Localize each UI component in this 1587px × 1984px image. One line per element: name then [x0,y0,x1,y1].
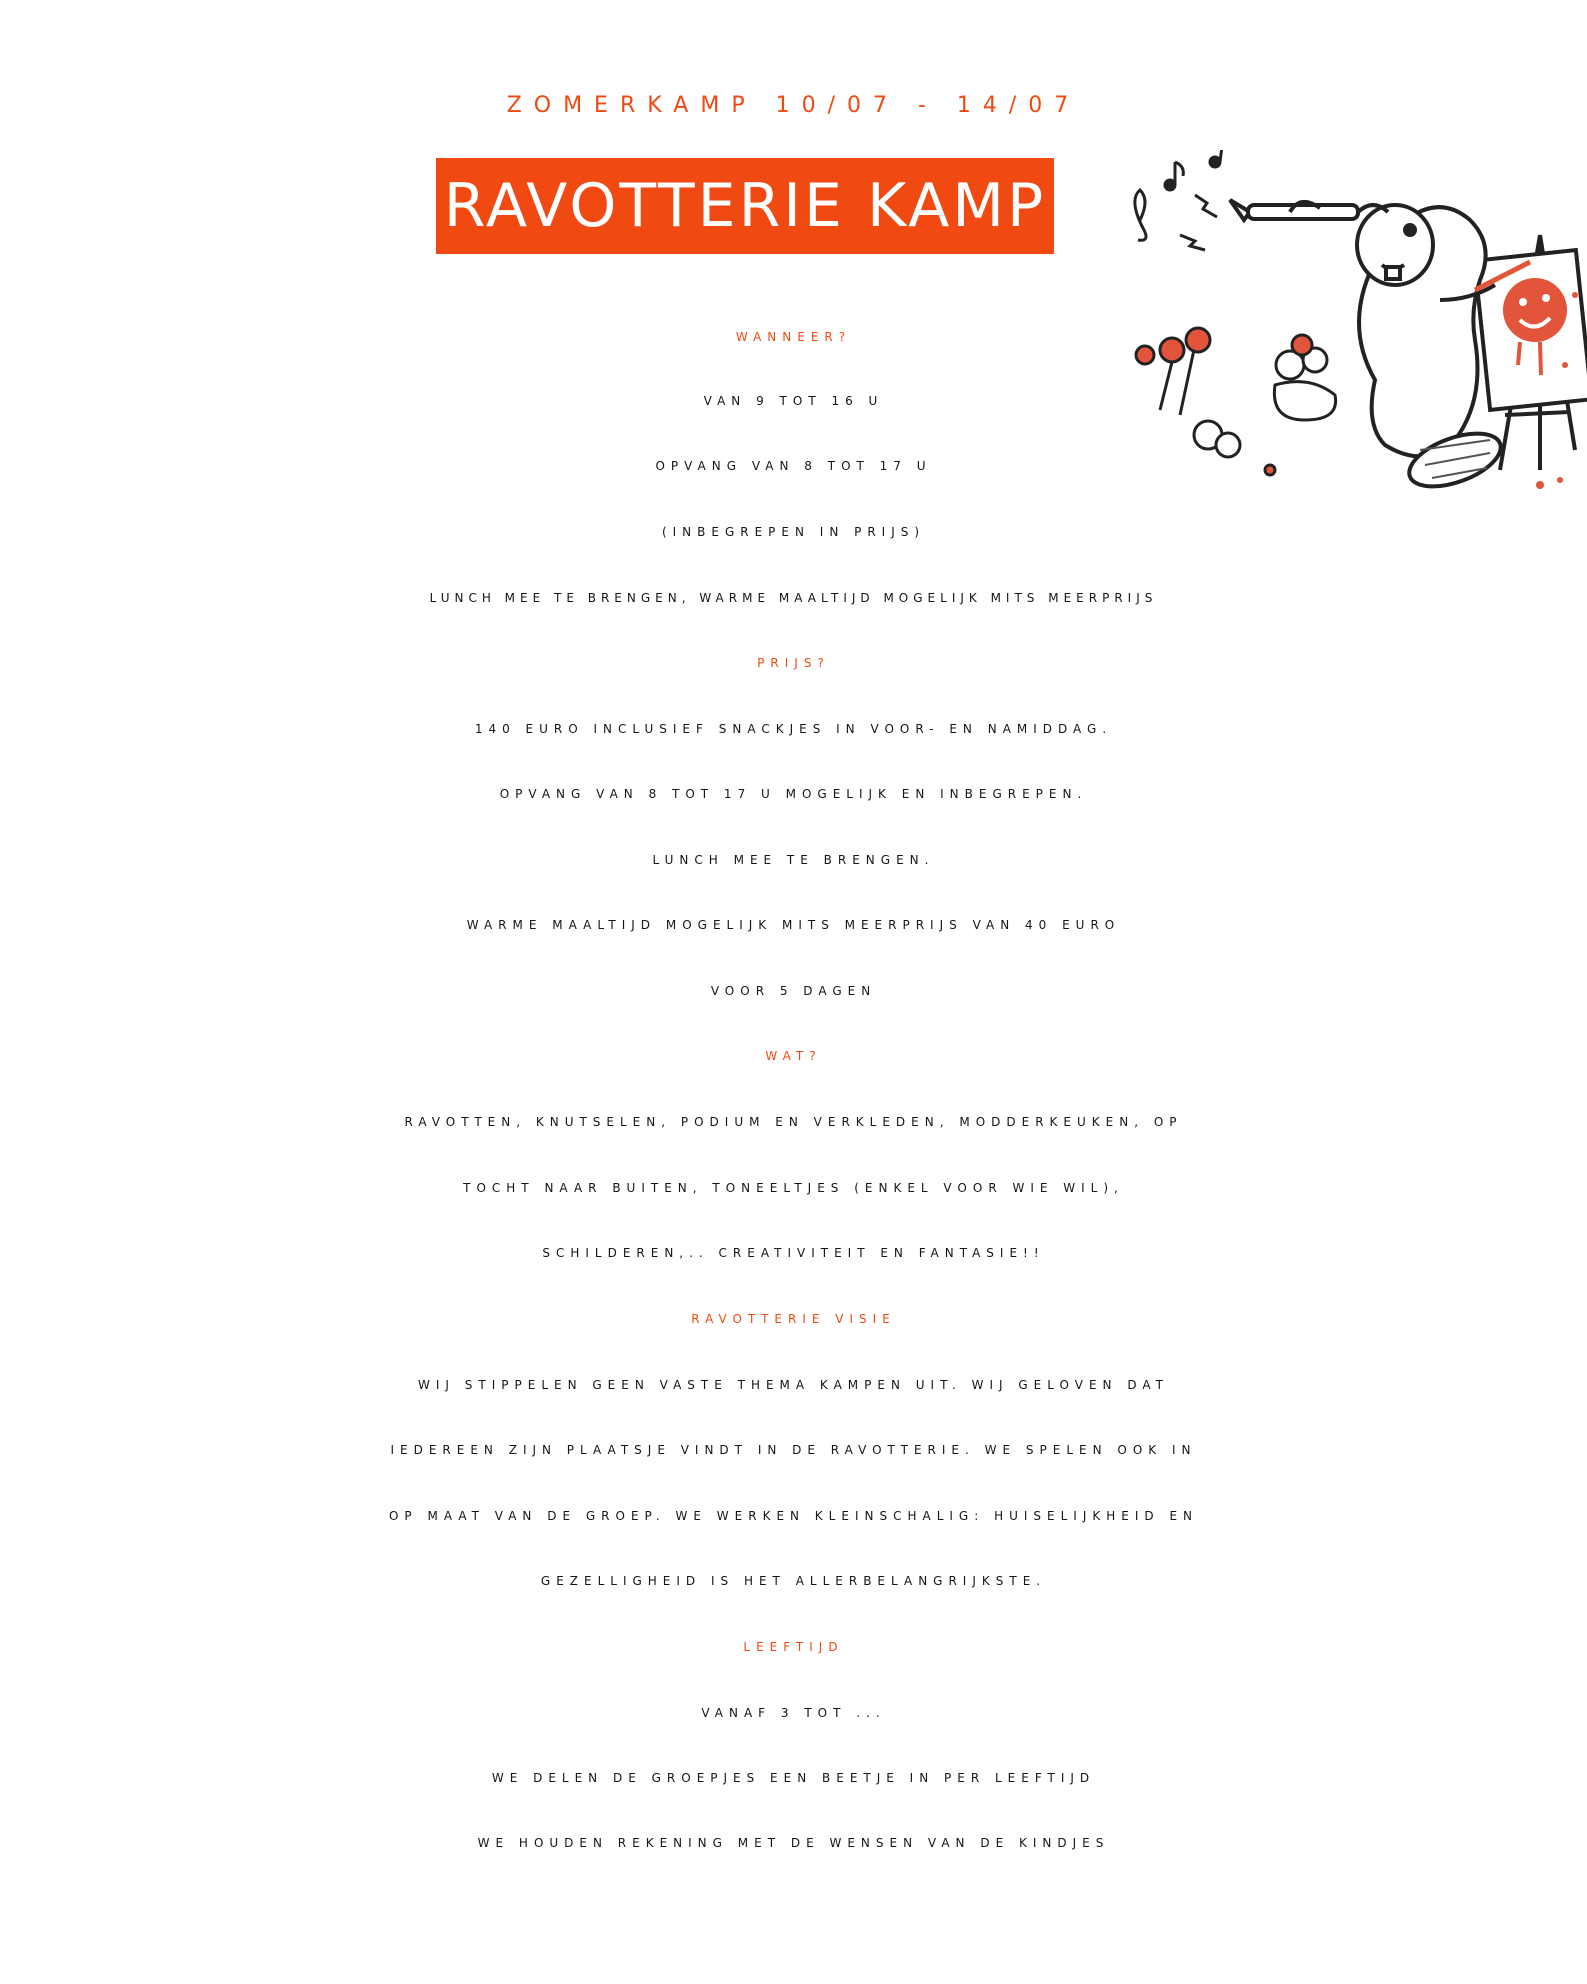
prijs-line-1: 140 EURO INCLUSIEF SNACKJES IN VOOR- EN NAMIDDAG. [474,722,1113,736]
leeftijd-line-2: WE DELEN DE GROEPJES EEN BEETJE IN PER LEEFTIJD [491,1771,1096,1785]
heading-leeftijd: LEEFTIJD [743,1640,844,1654]
heading-prijs: PRIJS? [757,656,830,670]
heading-visie: RAVOTTERIE VISIE [691,1312,896,1326]
wanneer-line-3: (INBEGREPEN IN PRIJS) [661,525,926,539]
prijs-line-4: WARME MAALTIJD MOGELIJK MITS MEERPRIJS VAN 40 EURO [466,918,1121,932]
wat-line-2: TOCHT NAAR BUITEN, TONEELTJES (ENKEL VOOR WIE WIL), [463,1181,1124,1195]
wanneer-line-2: OPVANG VAN 8 TOT 17 U [655,459,932,473]
visie-line-3: OP MAAT VAN DE GROEP. WE WERKEN KLEINSCHALIG: HUISELIJKHEID EN [388,1509,1199,1523]
title-badge: RAVOTTERIE KAMP [436,158,1054,254]
prijs-line-5: VOOR 5 DAGEN [710,984,877,998]
music-notes-icon [1135,150,1222,250]
wanneer-line-4: LUNCH MEE TE BRENGEN, WARME MAALTIJD MOGELIJK MITS MEERPRIJS [429,591,1158,605]
wat-line-3: SCHILDEREN,.. CREATIVITEIT EN FANTASIE!! [542,1246,1045,1260]
prijs-line-3: LUNCH MEE TE BRENGEN. [652,853,935,867]
leeftijd-line-1: VANAF 3 TOT ... [701,1706,886,1720]
visie-line-2: IEDEREEN ZIJN PLAATSJE VINDT IN DE RAVOTTERIE. WE SPELEN OOK IN [390,1443,1197,1457]
leeftijd-line-3: WE HOUDEN REKENING MET DE WENSEN VAN DE KINDJES [477,1836,1110,1850]
page-title: ZOMERKAMP 10/07 - 14/07 [506,93,1081,118]
visie-line-1: WIJ STIPPELEN GEEN VASTE THEMA KAMPEN UIT. WIJ GELOVEN DAT [418,1378,1169,1392]
wat-line-1: RAVOTTEN, KNUTSELEN, PODIUM EN VERKLEDEN, MODDERKEUKEN, OP [404,1115,1183,1129]
heading-wanneer: WANNEER? [735,330,852,344]
trumpet-icon [1230,200,1388,220]
visie-line-4: GEZELLIGHEID IS HET ALLERBELANGRIJKSTE. [540,1574,1047,1588]
heading-wat: WAT? [765,1049,822,1063]
prijs-line-2: OPVANG VAN 8 TOT 17 U MOGELIJK EN INBEGREPEN. [499,787,1088,801]
wanneer-line-1: VAN 9 TOT 16 U [703,394,884,408]
